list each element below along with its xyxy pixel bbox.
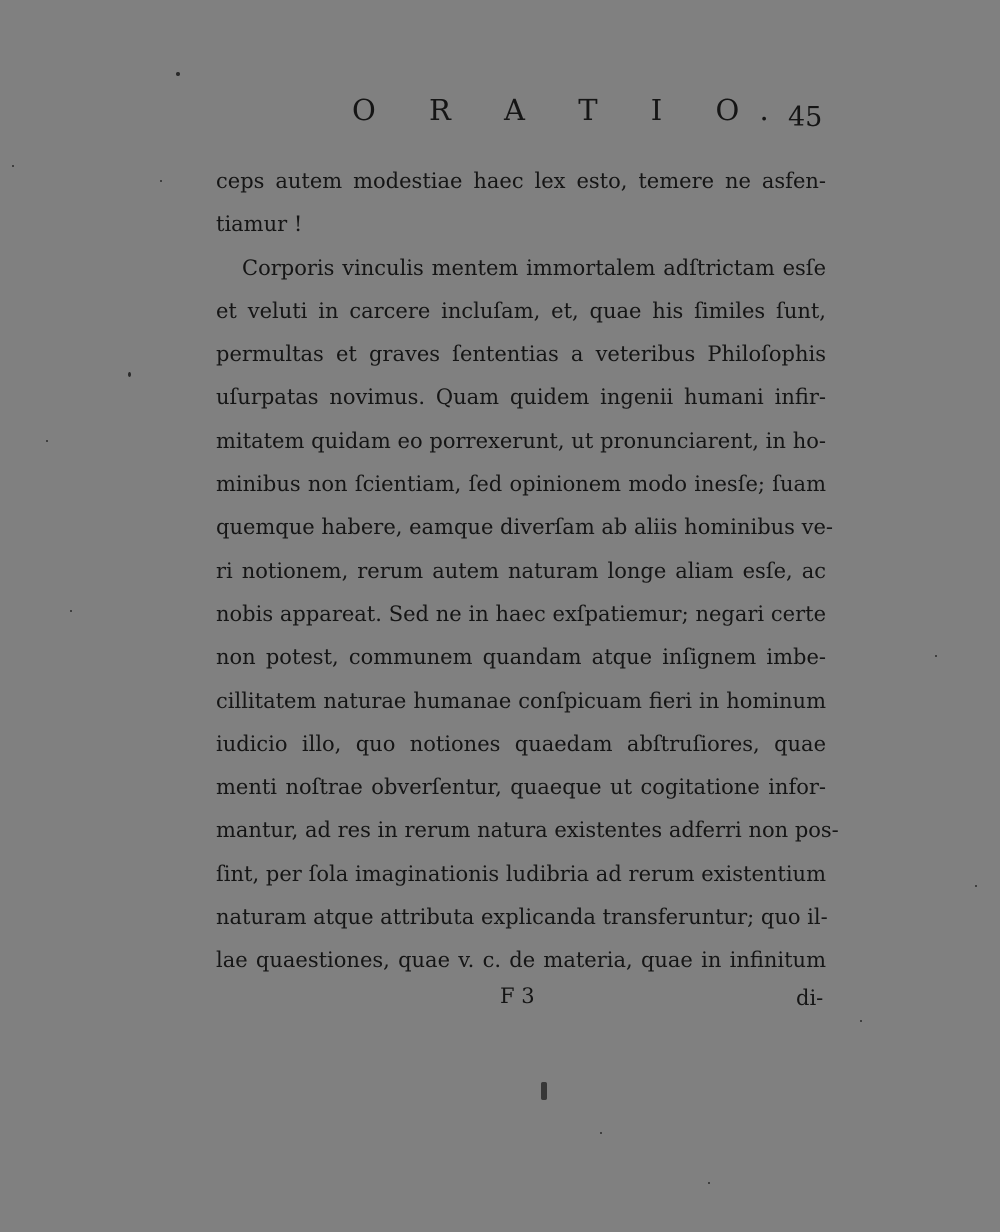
page-number: 45 xyxy=(788,102,823,133)
text-line: ri notionem, rerum autem naturam longe aliam esſe, ac xyxy=(216,558,826,583)
text-line: tiamur ! xyxy=(216,212,303,237)
scan-speck xyxy=(176,72,180,76)
running-title: O R A T I O. xyxy=(352,93,791,127)
text-line: iudicio illo, quo notiones quaedam abſtruſiores, quae xyxy=(216,731,826,756)
text-line: minibus non ſcientiam, ſed opinionem modo inesſe; ſuam xyxy=(216,472,826,497)
scan-speck xyxy=(860,1020,862,1022)
scan-speck xyxy=(70,610,72,612)
text-line: nobis appareat. Sed ne in haec exſpatiemur; negari certe xyxy=(216,601,826,626)
text-line: menti noſtrae obverſentur, quaeque ut cogitatione infor- xyxy=(216,775,826,800)
text-line: naturam atque attributa explicanda transferuntur; quo il- xyxy=(216,905,828,930)
signature-mark: F 3 xyxy=(500,984,535,1008)
scan-speck xyxy=(975,885,977,887)
scan-speck xyxy=(12,165,14,167)
text-line: mitatem quidam eo porrexerunt, ut pronunciarent, in ho- xyxy=(216,428,826,453)
scan-speck xyxy=(128,372,131,377)
text-line: permultas et graves ſententias a veteribus Philoſophis xyxy=(216,342,826,367)
text-line: lae quaestiones, quae v. c. de materia, quae in infinitum xyxy=(216,948,826,973)
scan-speck xyxy=(600,1132,602,1134)
text-line: quemque habere, eamque diverſam ab aliis hominibus ve- xyxy=(216,515,834,540)
text-line: et veluti in carcere incluſam, et, quae his ſimiles ſunt, xyxy=(216,298,826,323)
text-line: Corporis vinculis mentem immortalem adſtrictam esſe xyxy=(242,255,826,280)
text-line: uſurpatas novimus. Quam quidem ingenii humani infir- xyxy=(216,385,826,410)
text-line: cillitatem naturae humanae conſpicuam fieri in hominum xyxy=(216,688,826,713)
catchword: di- xyxy=(796,986,824,1010)
body-text xyxy=(216,160,839,983)
scan-speck xyxy=(46,440,48,442)
text-line: ceps autem modestiae haec lex esto, temere ne asfen- xyxy=(216,169,826,193)
scan-speck xyxy=(708,1182,710,1184)
scan-mark xyxy=(541,1082,547,1100)
scan-speck xyxy=(160,180,162,182)
text-line: ſint, per ſola imaginationis ludibria ad rerum existentium xyxy=(216,861,826,886)
text-line: mantur, ad res in rerum natura existentes adferri non pos- xyxy=(216,818,839,843)
text-line: non potest, communem quandam atque inſignem imbe- xyxy=(216,645,826,670)
scan-speck xyxy=(935,655,937,657)
